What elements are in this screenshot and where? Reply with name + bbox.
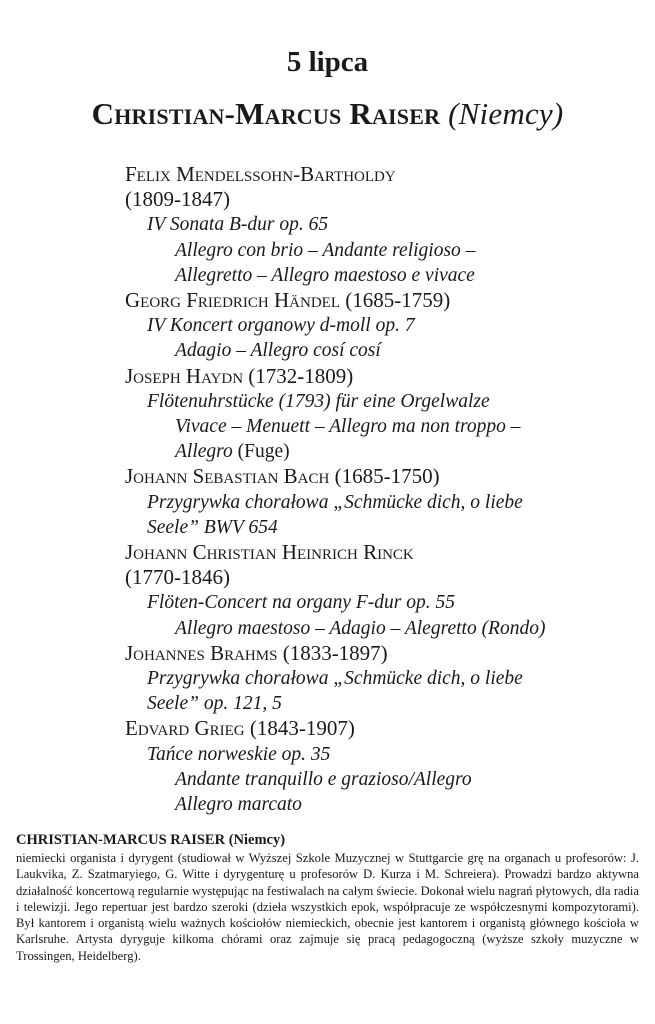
program-line-text: Allegro con brio – Andante religioso – [175,239,476,261]
program-line-text: Allegro marcato [175,794,302,816]
program-composer-line [125,716,645,741]
program-work-line [125,691,645,716]
biography [16,831,639,964]
program-work-line [125,515,645,540]
program-mov-line [125,767,645,792]
program-work-line [125,666,645,691]
program-work-line [125,389,645,414]
program-composer-line [125,540,645,565]
program-line-text: Joseph Haydn (1732-1809) [125,363,354,388]
program-work-line [125,590,645,615]
program-line-text: Georg Friedrich Händel (1685-1759) [125,288,451,313]
performer-country: (Niemcy) [448,96,564,131]
program-composer-line [125,288,645,313]
program-line-text: Przygrywka chorałowa „Schmücke dich, o liebe [147,491,523,513]
program-mov-line [125,263,645,288]
program-line-text: Allegretto – Allegro maestoso e vivace [175,264,475,286]
program-composer-line [125,464,645,489]
program-mov-line [125,792,645,817]
program-line-text: Seele” op. 121, 5 [147,693,282,715]
program-line-text: Edvard Grieg (1843-1907) [125,716,355,741]
program-line-text: Andante tranquillo e grazioso/Allegro [175,768,472,790]
program-line-text: Flötenuhrstücke (1793) für eine Orgelwalze [147,390,490,412]
program-composer-line [125,162,645,187]
bio-heading: CHRISTIAN-MARCUS RAISER (Niemcy) [16,832,286,848]
program-line-text: (1809-1847) [125,187,230,212]
program-line-text: Vivace – Menuett – Allegro ma non troppo – [175,416,521,438]
program-line-text: Przygrywka chorałowa „Schmücke dich, o liebe [147,668,523,690]
program-line-text: Allegro maestoso – Adagio – Alegretto (Rondo) [175,617,546,639]
program-composer-line [125,641,645,666]
performer-name: Christian-Marcus Raiser [91,96,441,131]
program-composer-line [125,364,645,389]
bio-text: niemiecki organista i dyrygent (studiował w Wyższej Szkole Muzycznej w Stuttgarcie grę na organach u profesorów: J. Laukvika, Z. Szatmaryiego, G. Witte i dyrygenturę u profesorów D. Kurza i M. Schreiera). Prowadzi bardzo aktywna działalność koncertową regularnie występując na festiwalach na całym świecie. Dokonał wielu nagrań płytowych, dla radia i telewizji. Jego repertuar jest bardzo szeroki (dzieła wszystkich epok, współpracuje ze współczesnymi kompozytorami). Był kantorem i organistą wielu ważnych kościołów niemieckich, obecnie jest kantorem i organistą głównego kościoła w Karlsruhe. Artysta dyryguje kilkoma chórami oraz zajmuje się pracą pedagogoczną (wyższe szkoły muzyczne w Trossingen, Heidelberg). [16,851,639,963]
program-work-line [125,742,645,767]
program-line-text: Flöten-Concert na organy F-dur op. 55 [147,592,455,614]
program-line-extra: (Fuge) [232,441,290,463]
program-line-text: Johannes Brahms (1833-1897) [125,640,388,665]
program-list [125,162,645,817]
program-mov-line [125,238,645,263]
program-line-text: IV Sonata B-dur op. 65 [147,214,329,236]
program-line-text: Seele” BWV 654 [147,516,278,538]
program-line-text: IV Koncert organowy d-moll op. 7 [147,315,415,337]
program-line-text: Tańce norweskie op. 35 [147,743,331,765]
program-work-line [125,313,645,338]
program-work-line [125,490,645,515]
program-line-text: Allegro [175,441,233,463]
performer-heading [0,96,655,132]
program-mov-line [125,338,645,363]
program-line-text: Adagio – Allegro cosí cosí [175,340,381,362]
program-mov-line [125,439,645,464]
program-line-text: Johann Sebastian Bach (1685-1750) [125,464,440,489]
program-line-text: Johann Christian Heinrich Rinck [125,540,414,565]
program-mov-line [125,414,645,439]
concert-date: 5 lipca [286,46,369,78]
program-composer-line [125,187,645,212]
program-line-text: Felix Mendelssohn-Bartholdy [125,162,396,186]
program-composer-line [125,565,645,590]
program-mov-line [125,616,645,641]
program-work-line [125,212,645,237]
program-line-text: (1770-1846) [125,565,230,590]
